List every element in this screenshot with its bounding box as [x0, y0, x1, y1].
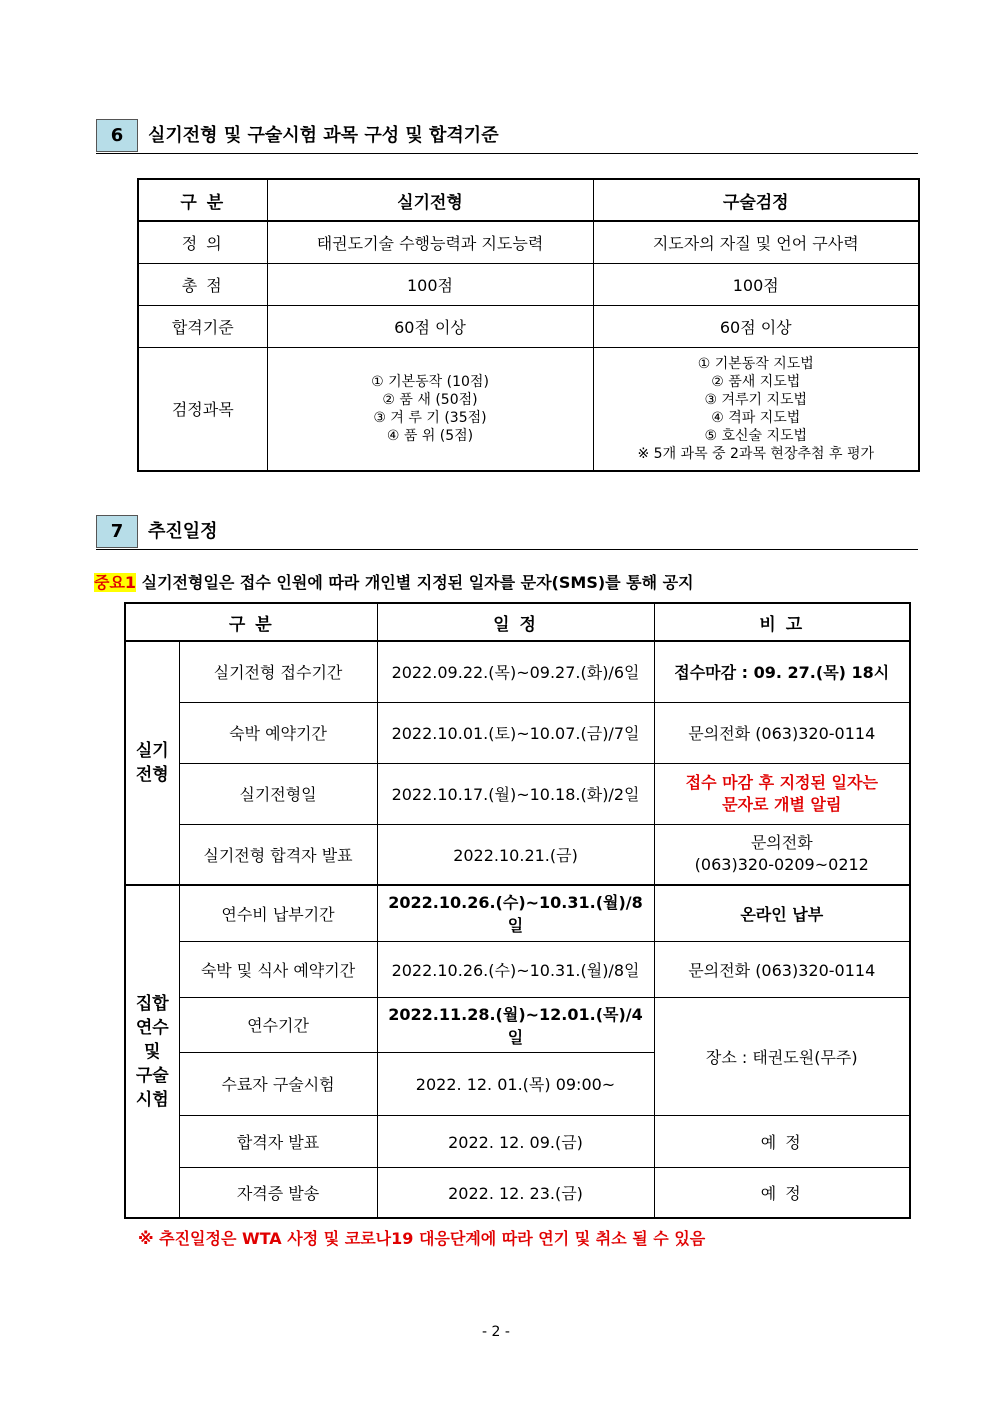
- section-number: 6: [96, 119, 138, 152]
- header-oral: 구술검정: [593, 179, 919, 221]
- important-text: 실기전형일은 접수 인원에 따라 개인별 지정된 일자를 문자(SMS)를 통해 공지: [141, 573, 694, 592]
- subject-item: ④ 격파 지도법: [711, 409, 801, 426]
- item-cell: 실기전형 접수기간: [179, 641, 377, 702]
- important-notice: [94, 570, 694, 596]
- table-row: [125, 702, 910, 763]
- subject-item: ① 기본동작 지도법: [697, 355, 814, 372]
- item-cell: 숙박 예약기간: [179, 702, 377, 763]
- note-cell: 문의전화 (063)320-0114: [654, 702, 910, 763]
- header-remarks: 비 고: [654, 603, 910, 641]
- note-cell: 장소 : 태권도원(무주): [654, 997, 910, 1115]
- schedule-footnote: ※ 추진일정은 WTA 사정 및 코로나19 대응단계에 따라 연기 및 취소 될 수 있음: [138, 1229, 706, 1248]
- schedule-table: [124, 602, 911, 1219]
- practical-cell: 60점 이상: [267, 305, 593, 347]
- subject-item: ③ 겨 루 기 (35점): [373, 409, 487, 426]
- table-row: [138, 305, 919, 347]
- note-cell: 문의전화 (063)320-0209~0212: [654, 824, 910, 885]
- table-row: [125, 1167, 910, 1218]
- item-cell: 자격증 발송: [179, 1167, 377, 1218]
- note-cell: 예 정: [654, 1115, 910, 1167]
- item-cell: 실기전형 합격자 발표: [179, 824, 377, 885]
- item-cell: 연수기간: [179, 997, 377, 1052]
- section-title: 실기전형 및 구술시험 과목 구성 및 합격기준: [148, 125, 499, 146]
- subject-item: ② 품새 지도법: [711, 373, 801, 390]
- subjects-row: [138, 347, 919, 471]
- schedule-cell: 2022.10.17.(월)~10.18.(화)/2일: [377, 763, 654, 824]
- schedule-cell: 2022. 12. 09.(금): [377, 1115, 654, 1167]
- section-6-header: [96, 119, 918, 154]
- subject-item: ④ 품 위 (5점): [386, 427, 474, 444]
- schedule-cell: 2022.10.01.(토)~10.07.(금)/7일: [377, 702, 654, 763]
- group-training: 집합 연수 및 구술 시험: [125, 885, 179, 1218]
- oral-cell: 100점: [593, 263, 919, 305]
- table-row: [125, 885, 910, 941]
- table-header-row: [138, 179, 919, 221]
- table-row: [125, 1115, 910, 1167]
- table-header-row: [125, 603, 910, 641]
- section-7-header: [96, 515, 918, 550]
- item-cell: 합격자 발표: [179, 1115, 377, 1167]
- item-cell: 실기전형일: [179, 763, 377, 824]
- note-cell: 접수 마감 후 지정된 일자는 문자로 개별 알림: [654, 763, 910, 824]
- schedule-cell: 2022.09.22.(목)~09.27.(화)/6일: [377, 641, 654, 702]
- table-row: [125, 941, 910, 997]
- subject-item: ⑤ 호신술 지도법: [704, 427, 808, 444]
- table-row: [138, 221, 919, 263]
- schedule-cell: 2022. 12. 01.(목) 09:00~: [377, 1052, 654, 1115]
- note-cell: 문의전화 (063)320-0114: [654, 941, 910, 997]
- item-cell: 수료자 구술시험: [179, 1052, 377, 1115]
- table-row: [125, 641, 910, 702]
- table-row: [125, 763, 910, 824]
- section-title: 추진일정: [148, 521, 218, 542]
- item-cell: 숙박 및 식사 예약기간: [179, 941, 377, 997]
- schedule-cell: 2022.10.26.(수)~10.31.(월)/8일: [377, 885, 654, 941]
- table-row: [138, 263, 919, 305]
- header-category: 구 분: [138, 179, 267, 221]
- schedule-cell: 2022. 12. 23.(금): [377, 1167, 654, 1218]
- header-category: 구 분: [125, 603, 377, 641]
- header-practical: 실기전형: [267, 179, 593, 221]
- oral-subjects: [593, 347, 919, 471]
- practical-cell: 태권도기술 수행능력과 지도능력: [267, 221, 593, 263]
- row-label: 합격기준: [138, 305, 267, 347]
- row-label: 총 점: [138, 263, 267, 305]
- page-number: - 2 -: [482, 1324, 510, 1340]
- oral-cell: 지도자의 자질 및 언어 구사력: [593, 221, 919, 263]
- item-cell: 연수비 납부기간: [179, 885, 377, 941]
- exam-structure-table: [137, 178, 920, 472]
- note-cell: 예 정: [654, 1167, 910, 1218]
- note-cell: 온라인 납부: [654, 885, 910, 941]
- subject-item: ② 품 새 (50점): [382, 391, 478, 408]
- practical-subjects: [267, 347, 593, 471]
- section-number: 7: [96, 515, 138, 548]
- row-label: 검정과목: [138, 347, 267, 471]
- row-label: 정 의: [138, 221, 267, 263]
- subject-item: ① 기본동작 (10점): [371, 373, 489, 390]
- group-practical: 실기 전형: [125, 641, 179, 885]
- practical-cell: 100점: [267, 263, 593, 305]
- header-schedule: 일 정: [377, 603, 654, 641]
- schedule-cell: 2022.11.28.(월)~12.01.(목)/4일: [377, 997, 654, 1052]
- subject-item: ③ 겨루기 지도법: [704, 391, 808, 408]
- table-row: [125, 824, 910, 885]
- important-tag: 중요1: [94, 573, 137, 592]
- note-cell: 접수마감 : 09. 27.(목) 18시: [654, 641, 910, 702]
- oral-cell: 60점 이상: [593, 305, 919, 347]
- schedule-cell: 2022.10.21.(금): [377, 824, 654, 885]
- schedule-cell: 2022.10.26.(수)~10.31.(월)/8일: [377, 941, 654, 997]
- table-row: [125, 997, 910, 1052]
- subject-note: ※ 5개 과목 중 2과목 현장추첨 후 평가: [637, 445, 874, 462]
